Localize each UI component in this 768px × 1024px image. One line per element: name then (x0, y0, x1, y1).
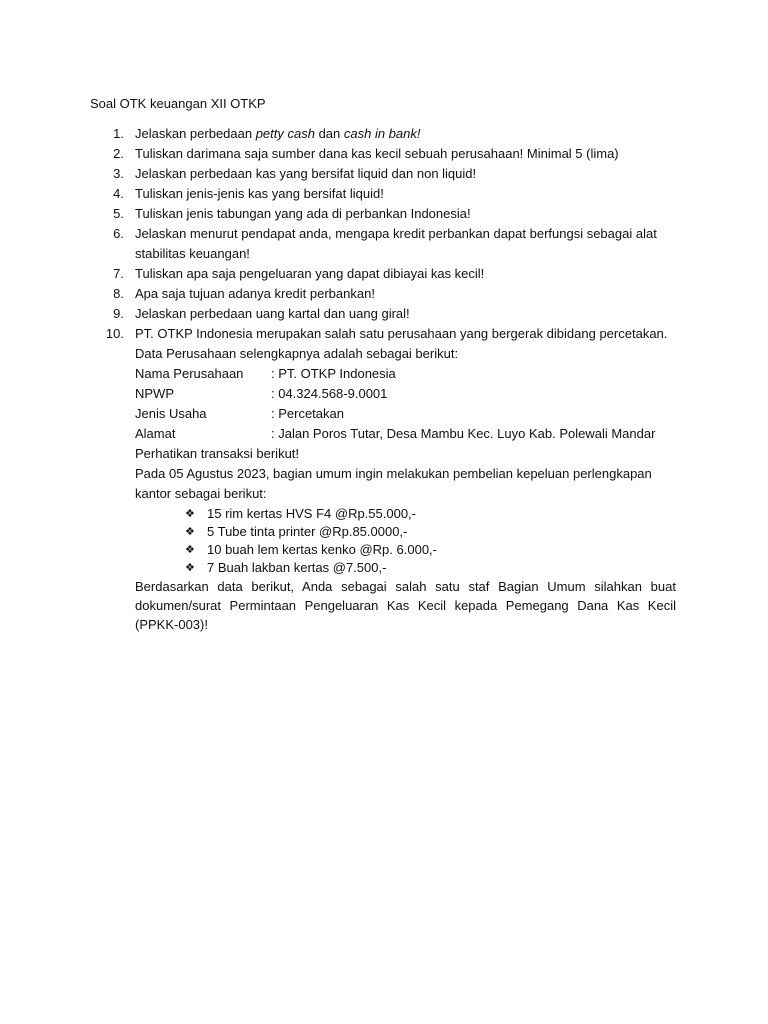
question-number: 3. (113, 166, 124, 181)
company-info-value: : PT. OTKP Indonesia (271, 366, 396, 381)
term-petty-cash: petty cash (255, 126, 315, 141)
question-number: 10. (105, 326, 124, 341)
purchase-item (135, 559, 676, 577)
company-info-row (135, 384, 676, 404)
diamond-bullet-icon: ❖ (185, 507, 195, 520)
transaction-note: Perhatikan transaksi berikut! (135, 446, 300, 461)
diamond-bullet-icon: ❖ (185, 525, 195, 538)
question-item-5 (0, 204, 768, 224)
company-info-row (135, 364, 676, 384)
question-list (0, 124, 768, 634)
question-number: 6. (113, 226, 124, 241)
purchase-item (135, 505, 676, 523)
question-text: Tuliskan darimana saja sumber dana kas kecil sebuah perusahaan! Minimal 5 (lima) (135, 146, 619, 161)
company-info-value: : Percetakan (271, 406, 344, 421)
question-text: Tuliskan apa saja pengeluaran yang dapat dibiayai kas kecil! (135, 266, 485, 281)
instruction-paragraph: Berdasarkan data berikut, Anda sebagai salah satu staf Bagian Umum silahkan buat dokumen/surat Permintaan Pengeluaran Kas Kecil kepada Pemegang Dana Kas Kecil (PPKK-003)! (135, 579, 676, 632)
purchase-item-text: 7 Buah lakban kertas @7.500,- (207, 560, 387, 575)
company-info-value: : 04.324.568-9.0001 (271, 386, 388, 401)
question-item-3 (0, 164, 768, 184)
term-cash-in-bank: cash in bank! (343, 126, 421, 141)
question-item-4 (0, 184, 768, 204)
question-item-8 (0, 284, 768, 304)
question-item-1 (0, 124, 768, 144)
question-number: 5. (113, 206, 124, 221)
question-text: Jelaskan menurut pendapat anda, mengapa kredit perbankan dapat berfungsi sebagai alat stabilitas keuangan! (135, 226, 657, 261)
company-info-label: Nama Perusahaan (135, 366, 244, 381)
company-info (135, 364, 676, 444)
transaction-description: Pada 05 Agustus 2023, bagian umum ingin melakukan pembelian kepeluan perlengkapan kantor sebagai berikut: (135, 466, 652, 501)
company-info-row (135, 404, 676, 424)
company-info-label: NPWP (135, 386, 174, 401)
question-item-6 (0, 224, 768, 264)
question-text: Jelaskan perbedaan kas yang bersifat liquid dan non liquid! (135, 166, 477, 181)
question-text-part: dan (314, 126, 344, 141)
purchase-item (135, 523, 676, 541)
question-text: Apa saja tujuan adanya kredit perbankan! (135, 286, 375, 301)
company-info-row (135, 424, 676, 444)
question-number: 7. (113, 266, 124, 281)
question-item-7 (0, 264, 768, 284)
question-item-9 (0, 304, 768, 324)
question-item-10 (0, 324, 768, 634)
question-text: Tuliskan jenis tabungan yang ada di perbankan Indonesia! (135, 206, 471, 221)
purchase-item-text: 10 buah lem kertas kenko @Rp. 6.000,- (207, 542, 437, 557)
question-number: 8. (113, 286, 124, 301)
diamond-bullet-icon: ❖ (185, 543, 195, 556)
document-title: Soal OTK keuangan XII OTKP (90, 96, 266, 111)
question-text: Tuliskan jenis-jenis kas yang bersifat liquid! (135, 186, 384, 201)
question-item-2 (0, 144, 768, 164)
question-text: PT. OTKP Indonesia merupakan salah satu perusahaan yang bergerak dibidang percetakan. Data Perusahaan selengkapnya adalah sebagai berikut: (135, 326, 668, 361)
company-info-value: : Jalan Poros Tutar, Desa Mambu Kec. Luyo Kab. Polewali Mandar (271, 426, 656, 441)
company-info-label: Jenis Usaha (135, 406, 207, 421)
purchase-item (135, 541, 676, 559)
company-info-label: Alamat (135, 426, 176, 441)
question-number: 9. (113, 306, 124, 321)
question-number: 1. (113, 126, 124, 141)
diamond-bullet-icon: ❖ (185, 561, 195, 574)
question-number: 4. (113, 186, 124, 201)
question-number: 2. (113, 146, 124, 161)
question-text: Jelaskan perbedaan uang kartal dan uang giral! (135, 306, 410, 321)
purchase-item-text: 15 rim kertas HVS F4 @Rp.55.000,- (207, 506, 416, 521)
question-text (135, 124, 676, 144)
purchase-item-text: 5 Tube tinta printer @Rp.85.0000,- (207, 524, 408, 539)
purchase-item-list (135, 505, 676, 577)
question-text-part: Jelaskan perbedaan (135, 126, 256, 141)
